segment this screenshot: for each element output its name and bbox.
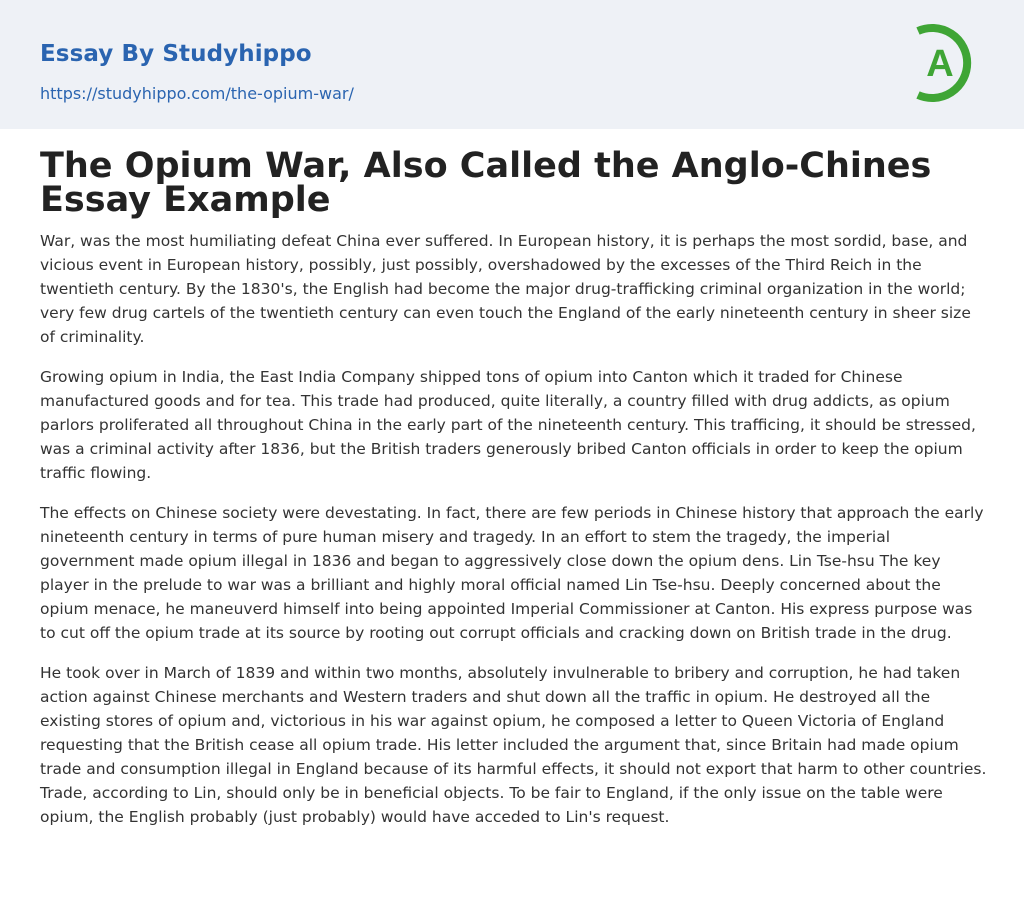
essay-paragraph: Growing opium in India, the East India Company shipped tons of opium into Canton which it traded for Chinese manufactured goods and for tea. This trade had produced, quite literally, a country filled with drug addicts, as opium parlors proliferated all throughout China in the early part of the nineteenth century. This trafficing, it should be stressed, was a criminal activity after 1836, but the British traders generously bribed Canton officials in order to keep the opium traffic flowing.	[40, 368, 976, 482]
essay-body	[40, 229, 988, 845]
essay-paragraph: He took over in March of 1839 and within two months, absolutely invulnerable to bribery and corruption, he had taken action against Chinese merchants and Western traders and shut down all the traffic in opium. He destroyed all the existing stores of opium and, victorious in his war against opium, he composed a letter to Queen Victoria of England requesting that the British cease all opium trade. His letter included the argument that, since Britain had made opium trade and consumption illegal in England because of its harmful effects, it should not export that harm to other countries. Trade, according to Lin, should only be in beneficial objects. To be fair to England, if the only issue on the table were opium, the English probably (just probably) would have acceded to Lin's request.	[40, 664, 987, 826]
essay-paragraph: The effects on Chinese society were devestating. In fact, there are few periods in Chinese history that approach the early nineteenth century in terms of pure human misery and tragedy. In an effort to stem the tragedy, the imperial government made opium illegal in 1836 and began to aggressively close down the opium dens. Lin Tse-hsu The key player in the prelude to war was a brilliant and highly moral official named Lin Tse-hsu. Deeply concerned about the opium menace, he maneuverd himself into being appointed Imperial Commissioner at Canton. His express purpose was to cut off the opium trade at its source by rooting out corrupt officials and cracking down on British trade in the drug.	[40, 504, 984, 642]
page-url-link[interactable]: https://studyhippo.com/the-opium-war/	[40, 84, 354, 103]
essay-paragraph: War, was the most humiliating defeat China ever suffered. In European history, it is perhaps the most sordid, base, and vicious event in European history, possibly, just possibly, overshadowed by the excesses of the Third Reich in the twentieth century. By the 1830's, the English had become the major drug-trafficking criminal organization in the world; very few drug cartels of the twentieth century can even touch the England of the early nineteenth century in sheer size of criminality.	[40, 232, 971, 346]
logo-letter: A	[926, 43, 954, 85]
brand-title: Essay By Studyhippo	[40, 41, 312, 67]
essay-title: The Opium War, Also Called the Anglo-Chines Essay Example	[40, 146, 932, 220]
